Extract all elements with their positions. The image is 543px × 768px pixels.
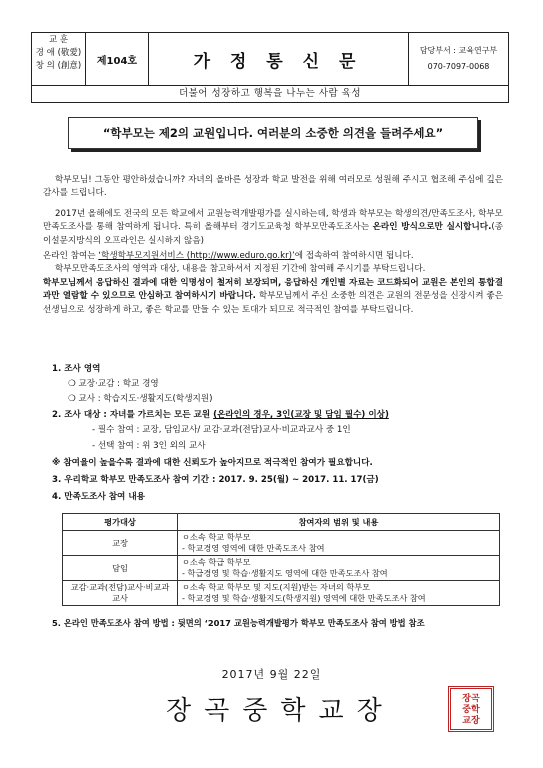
table-cell-target: 교감·교과(전담)교사·비교과교사 bbox=[63, 581, 178, 606]
table-row bbox=[63, 581, 500, 606]
scope-line: ㅇ소속 학급 학부모 bbox=[182, 557, 251, 567]
slogan: 더불어 성장하고 행복을 나누는 사람 육성 bbox=[31, 85, 509, 103]
item-2-text: 2. 조사 대상 : 자녀를 가르치는 모든 교원 bbox=[52, 410, 214, 420]
online-text: 온라인 참여는 bbox=[43, 251, 99, 261]
paragraph-intro bbox=[43, 208, 503, 248]
item-2-optional: - 선택 참여 : 위 3인 외의 교사 bbox=[92, 441, 206, 451]
online-only-suffix: 합니다. bbox=[463, 222, 492, 233]
scope-line: - 학교경영 및 학습·생활지도(학생지원) 영역에 대한 만족도조사 참여 bbox=[182, 593, 426, 603]
paragraph-online bbox=[43, 250, 503, 263]
item-2-required: - 필수 참여 : 교장, 담임교사/ 교감·교과(전담)교사·비교과교사 중 1인 bbox=[92, 425, 351, 435]
table-cell-scope bbox=[178, 581, 500, 606]
contact-info bbox=[408, 33, 508, 85]
table-cell-target: 교장 bbox=[63, 531, 178, 556]
online-only-emphasis: 온라인 방식으로만 실시 bbox=[372, 222, 464, 233]
paragraph-greeting: 학부모님! 그동안 평안하셨습니까? 자녀의 올바른 성장과 학교 발전을 위해 여러모로 성원해 주시고 협조해 주심에 깊은 감사를 드립니다. bbox=[43, 175, 503, 199]
motto-label: 교 훈 bbox=[48, 35, 69, 45]
anonymity-text: 학부모님께서 주신 소중한 의견은 교원의 전문성을 신장시켜 좋은 선생님으로 성장하게 하고, 좋은 학교를 만들 수 있는 토대가 되므로 적극적인 참여를 부탁드립니다. bbox=[43, 291, 504, 315]
item-1-principal: ❍ 교장·교감 : 학교 경영 bbox=[68, 379, 159, 389]
item-2-heading bbox=[52, 409, 389, 422]
paragraph-anonymity bbox=[43, 277, 503, 317]
school-principal-signature: 장곡중학교장 bbox=[166, 696, 395, 726]
issue-number: 제104호 bbox=[86, 33, 149, 85]
document-title: 가 정 통 신 문 bbox=[193, 51, 363, 72]
eduro-link[interactable]: ‘학생학부모지원서비스 (http://www.eduro.go.kr)’ bbox=[98, 251, 295, 261]
offline-note: (종이설문지방식의 오프라인은 실시하지 않음) bbox=[43, 222, 503, 246]
school-motto bbox=[32, 33, 86, 85]
scope-line: ㅇ소속 학교 학부모 bbox=[182, 532, 251, 542]
item-1-teacher: ❍ 교사 : 학습지도·생활지도(학생지원) bbox=[68, 394, 213, 404]
motto-line-2: 창 의 (創意) bbox=[35, 61, 82, 71]
scope-line: ㅇ소속 학교 학부모 및 지도(지원)받는 자녀의 학부모 bbox=[182, 582, 371, 592]
department: 담당부서 : 교육연구부 bbox=[419, 46, 498, 55]
intro-text: 2017년 올해에도 전국의 모든 학교에서 교원능력개발평가를 실시하는데, 학생과 학부모는 학생의견/만족도조사, 학부모 만족도조사를 통해 참여하게 됩니다. 특히 올해부터 경기도교육청 학부모만족도조사는 bbox=[43, 209, 503, 233]
issue-date: 2017년 9월 22일 bbox=[221, 668, 322, 681]
motto-line-1: 경 애 (敬愛) bbox=[35, 48, 82, 58]
table-row bbox=[63, 531, 500, 556]
headline: “학부모는 제2의 교원입니다. 여러분의 소중한 의견을 들려주세요” bbox=[68, 117, 478, 149]
item-5-method: 5. 온라인 만족도조사 참여 방법 : 뒷면의 ‘2017 교원능력개발평가 학부모 만족도조사 참여 방법 참조 bbox=[52, 618, 425, 628]
table-header-scope: 참여자의 범위 및 내용 bbox=[178, 514, 500, 531]
scope-line: - 학교경영 영역에 대한 만족도조사 참여 bbox=[182, 543, 325, 553]
table-row bbox=[63, 556, 500, 581]
participation-note: ※ 참여율이 높을수록 결과에 대한 신뢰도가 높아지므로 적극적인 참여가 필요합니다. bbox=[52, 458, 373, 468]
paragraph-request: 학부모만족도조사의 영역과 대상, 내용을 참고하셔서 지정된 기간에 참여해 주시기를 부탁드립니다. bbox=[55, 264, 426, 274]
online-text-end: 에 접속하여 참여하시면 됩니다. bbox=[294, 251, 414, 261]
item-4-heading: 4. 만족도조사 참여 내용 bbox=[52, 492, 145, 502]
item-3-period: 3. 우리학교 학부모 만족도조사 참여 기간 : 2017. 9. 25(월) ~ 2017. 11. 17(금) bbox=[52, 475, 379, 485]
anonymity-emphasis: 학부모님께서 응답하신 결과에 대한 익명성이 철저히 보장되며, 응답하신 개인별 자료는 코드화되어 교원은 본인의 통합결과만 열람할 수 있으므로 안심하고 참여하시기 바랍니다. bbox=[43, 278, 503, 302]
phone-number: 070-7097-0068 bbox=[427, 62, 490, 71]
item-2-online-note: (온라인의 경우, 3인(교장 및 담임 필수) 이상) bbox=[213, 410, 389, 420]
table-header-target: 평가대상 bbox=[63, 514, 178, 531]
table-cell-target: 담임 bbox=[63, 556, 178, 581]
header-table bbox=[31, 32, 509, 86]
table-cell-scope bbox=[178, 556, 500, 581]
participation-table bbox=[62, 513, 500, 606]
scope-line: - 학급경영 및 학습·생활지도 영역에 대한 만족도조사 참여 bbox=[182, 568, 388, 578]
item-1-heading: 1. 조사 영역 bbox=[52, 364, 101, 374]
official-seal-icon: 장곡 중학 교장 bbox=[448, 686, 494, 732]
table-cell-scope bbox=[178, 531, 500, 556]
table-header-row bbox=[63, 514, 500, 531]
